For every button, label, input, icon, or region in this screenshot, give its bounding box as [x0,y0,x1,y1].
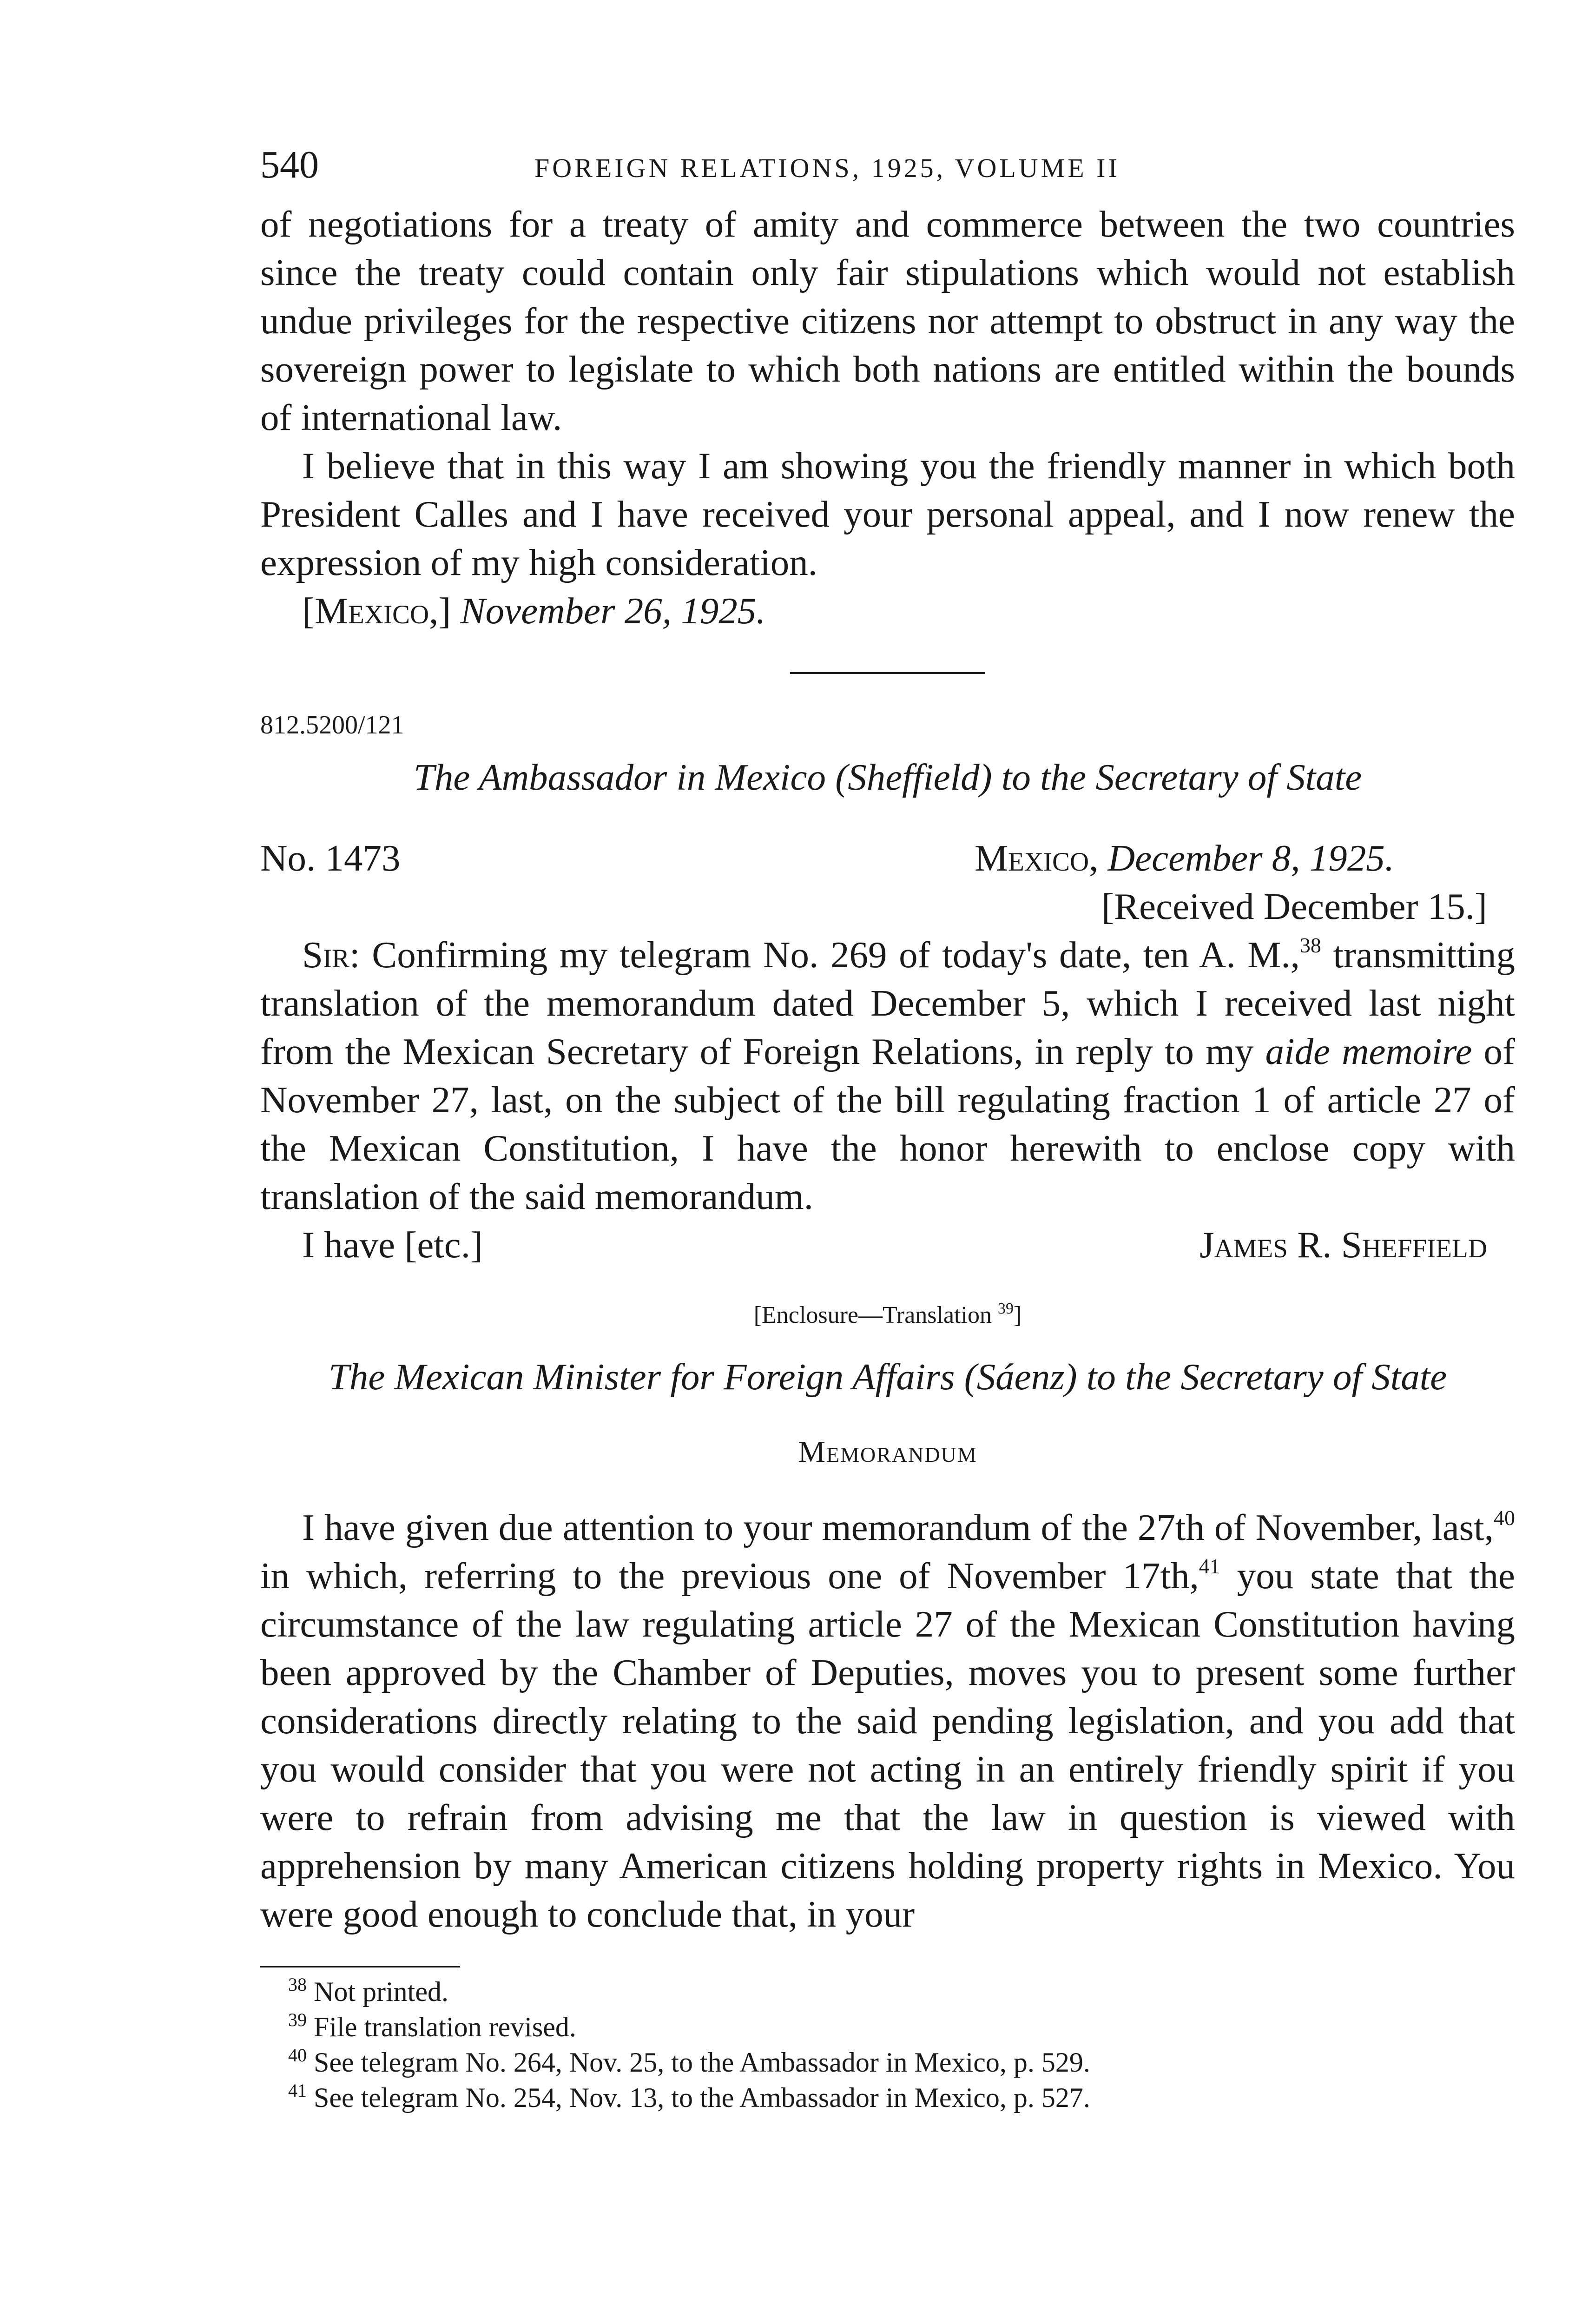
document-dateline [975,834,1515,882]
footnote-mark: 41 [288,2080,307,2101]
footnote-rule [260,1966,460,1967]
footnote-text: File translation revised. [314,2012,576,2042]
letter-body-a: Confirming my telegram No. 269 of today's date, ten A. M., [372,934,1300,976]
received-date: [Received December 15.] [1101,885,1487,927]
footnote-text: Not printed. [314,1976,448,2007]
closing-row [260,1221,1515,1269]
document-meta-row [260,834,1515,882]
enclosure-label [260,1297,1515,1334]
document-place: Mexico, [975,837,1099,879]
dateline-date: November 26, 1925. [460,590,766,632]
footnote-mark: 38 [288,1974,307,1995]
memorandum-body-c: you state that the circumstance of the law regulating article 27 of the Mexican Constitution having been approved by the Chamber of Deputies, moves you to present some further considerations directly relating to the said pending legislation, and you add that you would consider that you were not acting in an entirely friendly spirit if you were to refrain from advising me that the law in question is viewed with apprehension by many American citizens holding property rights in Mexico. You were good enough to conclude that, in your [260,1555,1516,1935]
document-page [260,139,1515,2115]
document-heading: The Ambassador in Mexico (Sheffield) to the Secretary of State [413,756,1362,798]
salutation: Sir: [302,934,360,976]
file-number: 812.5200/121 [260,711,404,739]
footnote [260,2080,1515,2115]
memorandum-body [260,1503,1515,1938]
dateline-place: [Mexico,] [302,590,451,632]
memorandum-title: Memorandum [798,1435,977,1469]
dateline [260,587,1515,635]
footnote-text: See telegram No. 264, Nov. 25, to the Ambassador in Mexico, p. 529. [314,2047,1090,2078]
footnote-ref-40: 40 [1494,1506,1515,1530]
document-date: December 8, 1925. [1107,837,1394,879]
page-number: 540 [260,143,319,186]
footnote-ref-39: 39 [997,1300,1014,1317]
section-divider [790,672,985,674]
footnote-ref-38: 38 [1299,933,1321,957]
letter-body [260,931,1515,1221]
enclosure-label-text: [Enclosure—Translation [753,1302,992,1328]
closing: I have [etc.] [302,1224,483,1266]
continued-paragraph: of negotiations for a treaty of amity and commerce between the two countries since the treaty could contain only fair stipulations which would not establish undue privileges for the respective citizens nor attempt to obstruct in any way the sovereign power to legislate to which both nations are entitled within the bounds of international law. [260,203,1515,438]
enclosure-label-end: ] [1013,1302,1022,1328]
footnote [260,1974,1515,2009]
footnote-mark: 40 [288,2045,307,2066]
letter-body-b: transmitting translation of the memorandum dated December 5, which I received last night from the Mexican Secretary of Foreign Relations, in reply to my [260,934,1516,1072]
running-head: FOREIGN RELATIONS, 1925, VOLUME II [534,153,1120,183]
footnote-text: See telegram No. 254, Nov. 13, to the Ambassador in Mexico, p. 527. [314,2082,1090,2113]
letter-body-c: of November 27, last, on the subject of the bill regulating fraction 1 of article 27 of the Mexican Constitution, I have the honor herewith to enclose copy with translation of the said memorandum. [260,1030,1516,1217]
footnotes [260,1966,1515,2115]
footnote [260,2045,1515,2080]
enclosure-heading: The Mexican Minister for Foreign Affairs (Sáenz) to the Secretary of State [328,1356,1447,1398]
page-header [260,139,1515,191]
letter-body-italic: aide memoire [1265,1030,1472,1072]
footnote-mark: 39 [288,2009,307,2030]
document-number: No. 1473 [260,837,401,879]
signature: James R. Sheffield [1199,1224,1487,1266]
closing-paragraph: I believe that in this way I am showing you the friendly manner in which both President Calles and I have received your personal appeal, and I now renew the expression of my high consideration. [260,445,1515,583]
memorandum-body-b: in which, referring to the previous one of November 17th, [260,1555,1199,1597]
memorandum-body-a: I have given due attention to your memorandum of the 27th of November, last, [302,1506,1494,1548]
footnote-ref-41: 41 [1199,1554,1220,1578]
footnote [260,2009,1515,2045]
